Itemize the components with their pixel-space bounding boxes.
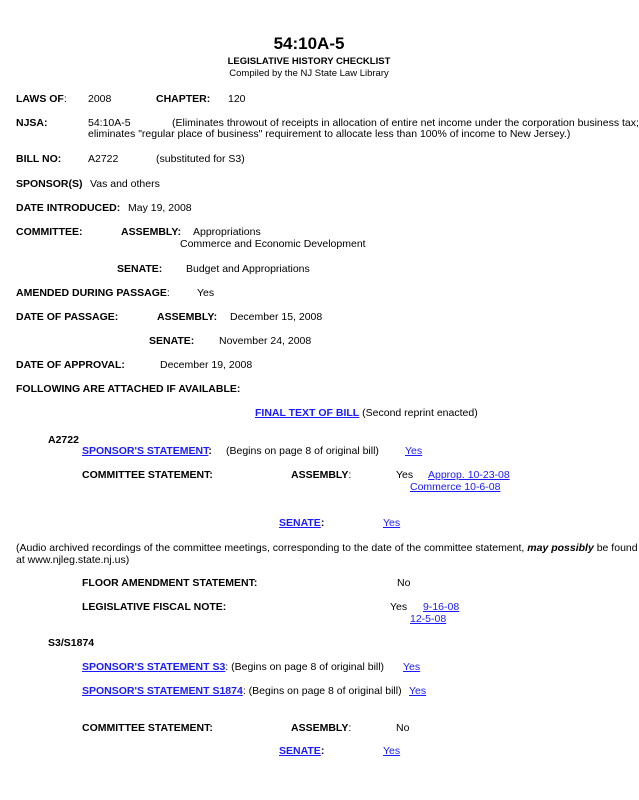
- a2722-sponsor-yes-link[interactable]: Yes: [405, 445, 423, 457]
- s3-senate-yes-link[interactable]: Yes: [383, 745, 401, 757]
- s3-label: S3/S1874: [48, 637, 95, 649]
- final-text-row: [255, 407, 478, 419]
- final-text-link[interactable]: FINAL TEXT OF BILL: [255, 407, 360, 419]
- amended-label: AMENDED DURING PASSAGE:: [16, 287, 170, 299]
- a2722-approp-link[interactable]: Approp. 10-23-08: [428, 469, 510, 481]
- floor-amendment-label: FLOOR AMENDMENT STATEMENT:: [82, 577, 258, 589]
- s3-assembly-value: No: [396, 722, 410, 734]
- njsa-value: 54:10A-5: [88, 117, 131, 129]
- page-title: 54:10A-5: [273, 34, 345, 53]
- page-subtitle: LEGISLATIVE HISTORY CHECKLIST: [227, 56, 391, 67]
- passage-assembly-value: December 15, 2008: [230, 311, 323, 323]
- passage-senate-value: November 24, 2008: [219, 335, 312, 347]
- a2722-sponsor-link[interactable]: SPONSOR'S STATEMENT: [82, 445, 209, 457]
- a2722-committee-label: COMMITTEE STATEMENT:: [82, 469, 213, 481]
- s3-committee-label: COMMITTEE STATEMENT:: [82, 722, 213, 734]
- a2722-senate-yes-link[interactable]: Yes: [383, 517, 401, 529]
- audio-note-line1: (Audio archived recordings of the committee meetings, corresponding to the date of the committee statement, may possibly be found: [16, 542, 638, 554]
- final-text-note: (Second reprint enacted): [362, 407, 478, 419]
- approval-label: DATE OF APPROVAL:: [16, 359, 125, 371]
- fiscal-note-label: LEGISLATIVE FISCAL NOTE:: [82, 601, 227, 613]
- s1874-sponsor-link[interactable]: SPONSOR'S STATEMENT S1874: [82, 685, 243, 697]
- bill-no-note: (substituted for S3): [156, 153, 245, 165]
- a2722-sponsor-row: SPONSOR'S STATEMENT:: [82, 445, 212, 457]
- s3-sponsor-yes-link[interactable]: Yes: [403, 661, 421, 673]
- a2722-assembly-yes: Yes: [396, 469, 414, 481]
- fiscal-note-value: Yes: [390, 601, 408, 613]
- s3-sponsor-row: SPONSOR'S STATEMENT S3: (Begins on page 8 of original bill): [82, 661, 385, 673]
- a2722-senate-row: SENATE:: [279, 517, 325, 529]
- date-introduced-label: DATE INTRODUCED:: [16, 202, 121, 214]
- fiscal-note-link-1[interactable]: 9-16-08: [423, 601, 460, 613]
- compiled-by: Compiled by the NJ State Law Library: [229, 68, 389, 79]
- a2722-label: A2722: [48, 434, 79, 446]
- njsa-description-line1: (Eliminates throwout of receipts in allocation of entire net income under the corporation business tax;: [172, 117, 639, 129]
- attached-label: FOLLOWING ARE ATTACHED IF AVAILABLE:: [16, 383, 241, 395]
- sponsor-value: Vas and others: [90, 178, 160, 190]
- fiscal-note-link-2[interactable]: 12-5-08: [410, 613, 447, 625]
- committee-label: COMMITTEE:: [16, 226, 83, 238]
- s1874-sponsor-row: SPONSOR'S STATEMENT S1874: (Begins on page 8 of original bill): [82, 685, 402, 697]
- sponsor-label: SPONSOR(S): [16, 178, 83, 190]
- bill-no-label: BILL NO:: [16, 153, 62, 165]
- committee-senate-label: SENATE:: [117, 263, 163, 275]
- date-introduced-value: May 19, 2008: [128, 202, 192, 214]
- laws-of-value: 2008: [88, 93, 112, 105]
- committee-assembly-label: ASSEMBLY:: [121, 226, 182, 238]
- s3-senate-link[interactable]: SENATE: [279, 745, 321, 757]
- passage-senate-label: SENATE:: [149, 335, 195, 347]
- committee-senate-value: Budget and Appropriations: [186, 263, 310, 275]
- a2722-commerce-link[interactable]: Commerce 10-6-08: [410, 481, 501, 493]
- s3-assembly-label: ASSEMBLY:: [291, 722, 352, 734]
- chapter-label: CHAPTER:: [156, 93, 211, 105]
- a2722-sponsor-note: (Begins on page 8 of original bill): [226, 445, 379, 457]
- a2722-senate-link[interactable]: SENATE: [279, 517, 321, 529]
- committee-assembly-2: Commerce and Economic Development: [180, 238, 366, 250]
- s3-sponsor-link[interactable]: SPONSOR'S STATEMENT S3: [82, 661, 226, 673]
- njsa-description-line2: eliminates "regular place of business" requirement to allocate less than 100% of income to New Jersey.): [88, 128, 571, 140]
- passage-assembly-label: ASSEMBLY:: [157, 311, 218, 323]
- bill-no-value: A2722: [88, 153, 119, 165]
- amended-value: Yes: [197, 287, 215, 299]
- s1874-sponsor-yes-link[interactable]: Yes: [409, 685, 427, 697]
- floor-amendment-value: No: [397, 577, 411, 589]
- laws-of-label: LAWS OF:: [16, 93, 67, 105]
- audio-note-line2: at www.njleg.state.nj.us): [16, 554, 130, 566]
- a2722-assembly-label: ASSEMBLY:: [291, 469, 352, 481]
- s3-senate-row: SENATE:: [279, 745, 325, 757]
- chapter-value: 120: [228, 93, 246, 105]
- approval-value: December 19, 2008: [160, 359, 253, 371]
- committee-assembly-1: Appropriations: [193, 226, 261, 238]
- njsa-label: NJSA:: [16, 117, 48, 129]
- passage-label: DATE OF PASSAGE:: [16, 311, 119, 323]
